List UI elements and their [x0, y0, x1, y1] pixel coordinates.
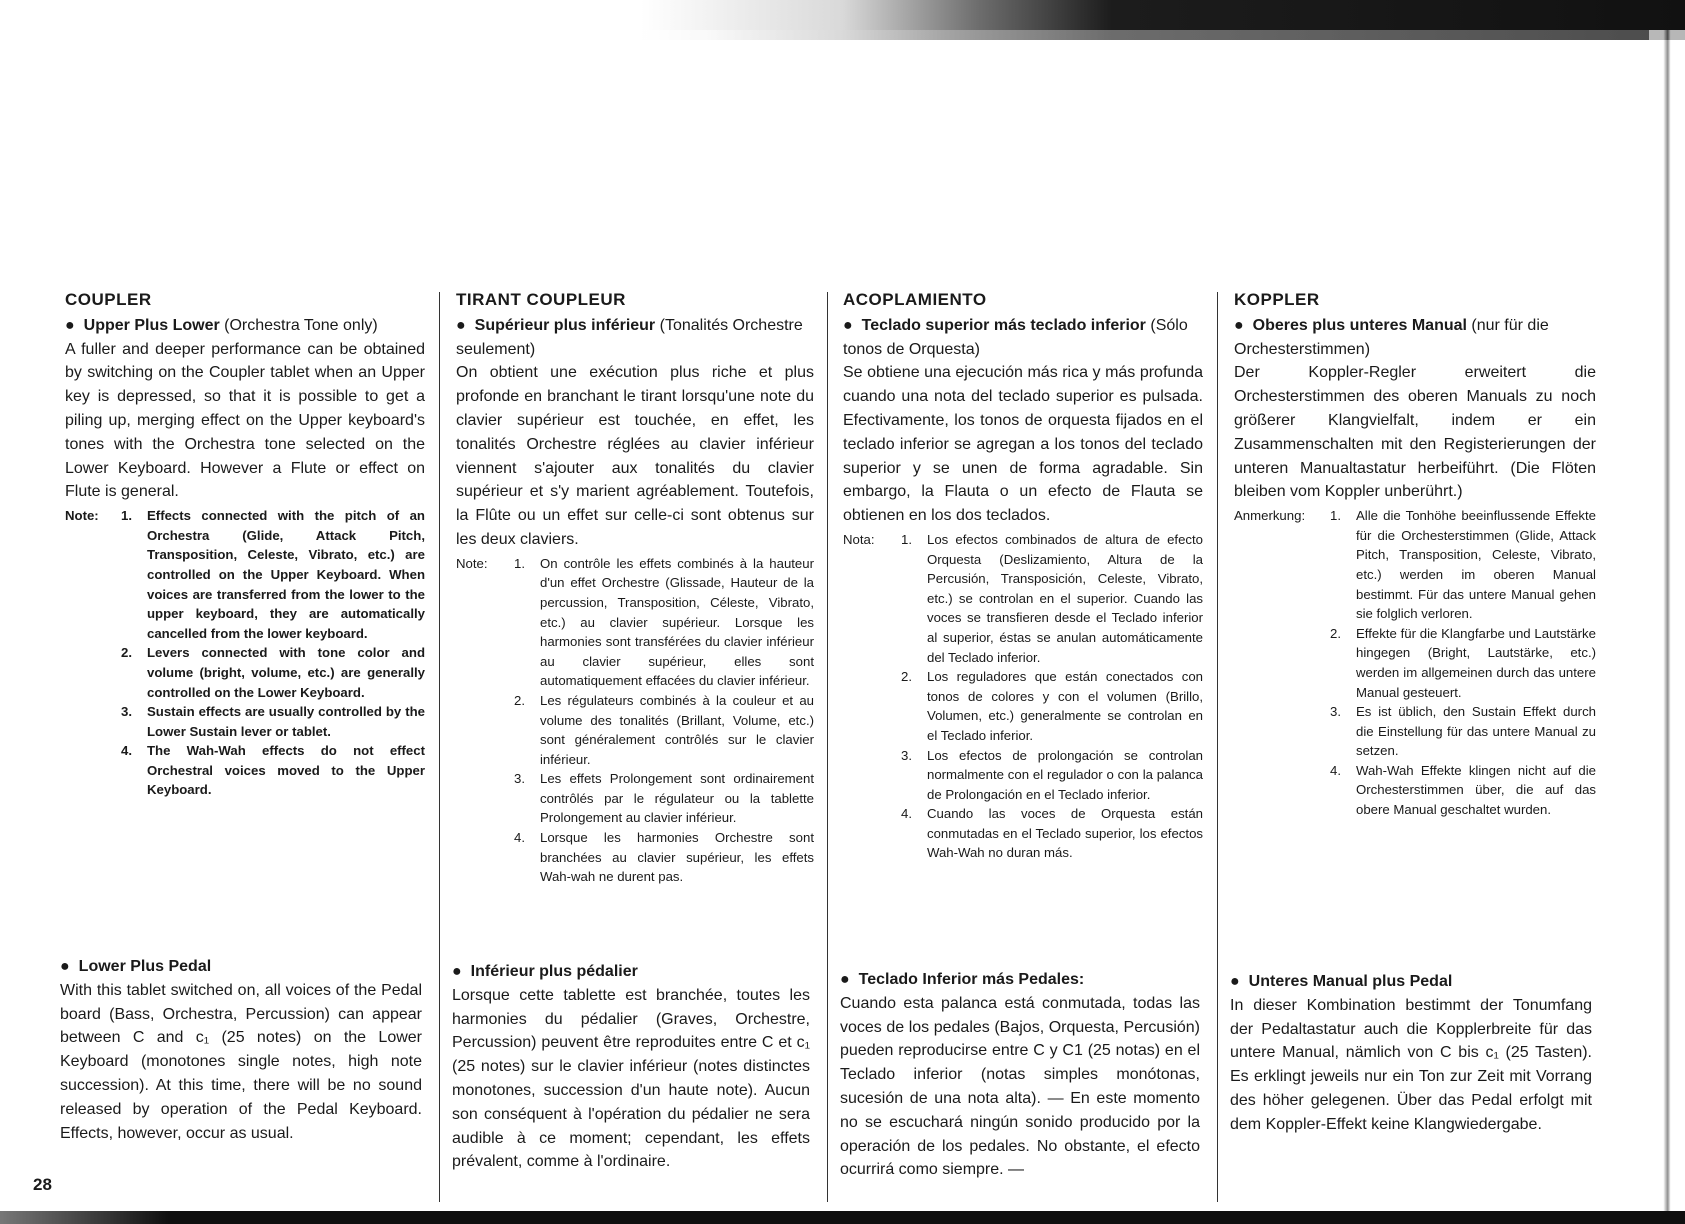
body-paragraph: Cuando esta palanca está conmutada, todas las voces de los pedales (Bajos, Orquesta, Percusión) pueden reproducirse entre C y C1 (25 notas) en el Teclado inferior (notas simples monótonas, sucesión de una nota alta). — En este momento no se escuchará ningún sonido producido por la operación de los pedales. No obstante, el efecto ocurrirá como siempre. —	[840, 994, 1200, 1179]
bullet-dot: ●	[1230, 973, 1240, 990]
note-item	[65, 506, 425, 643]
note-number: 4.	[901, 806, 912, 822]
section-heading: COUPLER	[65, 290, 152, 309]
bullet-dot: ●	[456, 316, 466, 334]
body-paragraph: With this tablet switched on, all voices of the Pedal board (Bass, Orchestra, Percussion) can appear between C and c₁ (25 notes) on the Lower Keyboard (monotones single notes, high note succession). At this time, there will be no sound released by operation of the Pedal Keyboard. Effects, however, occur as usual.	[60, 981, 422, 1142]
note-number: 3.	[514, 771, 525, 787]
note-label: Nota:	[843, 531, 875, 547]
note-number: 2.	[121, 645, 132, 661]
bullet-subtitle: (Orchestra Tone only)	[224, 316, 378, 334]
notes-list	[65, 506, 425, 800]
notes-list	[843, 530, 1203, 863]
note-text: Los efectos combinados de altura de efecto Orquesta (Deslizamiento, Altura de la Percusión, Transposición, Celeste, Vibrato, etc.) se controlan en el superior. Cuando las voces se transfieren desde el Teclado inferior al superior, éstas se anulan automáticamente del Teclado inferior.	[927, 531, 1203, 665]
note-item	[1234, 624, 1596, 702]
bullet-title: Teclado Inferior más Pedales:	[858, 971, 1085, 988]
note-text: Wah-Wah Effekte klingen nicht auf die Orchesterstimmen über, die auf das obere Manual geschaltet wurden.	[1356, 762, 1596, 818]
bullet-title: Supérieur plus inférieur	[474, 316, 656, 334]
bullet-dot: ●	[452, 963, 462, 980]
note-item	[65, 741, 425, 800]
page-number: 28	[33, 1175, 52, 1194]
bullet-title: Oberes plus unteres Manual	[1252, 316, 1467, 334]
note-number: 1.	[1330, 508, 1341, 524]
note-item	[456, 691, 814, 769]
note-number: 3.	[121, 704, 132, 720]
column-spanish-lower	[840, 968, 1200, 1182]
note-text: Alle die Tonhöhe beeinflussende Effekte für die Orchesterstimmen (Glide, Attack Pitch, Transposition, Celeste, Vibrato, etc.) werden im oberen Manual bestimmt. Für das untere Manual gehen sie folglich verloren.	[1356, 508, 1596, 622]
column-french	[456, 288, 814, 887]
note-number: 3.	[1330, 704, 1341, 720]
note-text: Es ist üblich, den Sustain Effekt durch die Einstellung für das untere Manual zu setzen.	[1356, 704, 1596, 759]
note-text: Levers connected with tone color and volume (bright, volume, etc.) are generally controlled on the Lower Keyboard.	[147, 645, 425, 700]
column-german	[1234, 288, 1596, 820]
note-item	[843, 530, 1203, 667]
note-text: The Wah-Wah effects do not effect Orchestral voices moved to the Upper Keyboard.	[147, 743, 425, 798]
note-number: 4.	[121, 743, 132, 759]
bullet-item	[60, 955, 422, 979]
body-paragraph: On obtient une exécution plus riche et plus profonde en branchant le tirant lorsqu'une note du clavier supérieur est touchée, en effet, les tonalités Orchestre réglées au clavier inférieur viennent s'ajouter aux tonalités du clavier supérieur et s'y marient agréablement. Toutefois, la Flûte ou un effet sur celle-ci sont obtenus sur les deux claviers.	[456, 364, 814, 548]
bullet-title: Unteres Manual plus Pedal	[1248, 973, 1453, 990]
bullet-subtitle: (Tonalités Orchestre seulement)	[456, 316, 803, 358]
body-paragraph: Se obtiene una ejecución más rica y más profunda cuando una nota del teclado superior es pulsada. Efectivamente, los tonos de orquesta fijados en el teclado inferior se agregan a los tonos del teclado superior y se unen de forma agradable. Sin embargo, la Flauta o un efecto de Flauta se obtienen en los dos teclados.	[843, 364, 1203, 525]
note-text: Effekte für die Klangfarbe und Lautstärke hingegen (Bright, Lautstärke, etc.) werden im allgemeinen durch das untere Manual gesteuert.	[1356, 625, 1596, 700]
note-number: 1.	[514, 555, 525, 571]
bullet-subtitle: (nur für die Orchesterstimmen)	[1234, 316, 1549, 358]
note-text: On contrôle les effets combinés à la hauteur d'un effet Orchestre (Glissade, Hauteur de la percussion, Transposition, Céleste, Vibrato, etc.) au clavier supérieur. Lorsque les harmonies sont transférées du clavier inférieur au clavier supérieur, elles sont automatiquement effacées du clavier inférieur.	[540, 555, 814, 689]
note-text: Effects connected with the pitch of an Orchestra (Glide, Attack Pitch, Transposition, Celeste, Vibrato, etc.) are controlled on the Upper Keyboard. When voices are transferred from the lower to the upper keyboard, they are automatically cancelled from the lower keyboard.	[147, 508, 425, 641]
bullet-item	[456, 314, 814, 362]
note-item	[1234, 506, 1596, 624]
body-paragraph: Lorsque cette tablette est branchée, toutes les harmonies du pédalier (Graves, Orchestre, Percussion) peuvent être reproduites entre C et c₁ (25 notes) sur le clavier inférieur (notes distinctes monotones, succession d'un haute note). Aucun son conséquent à l'opération du pédalier ne sera audible à ce moment; cependant, les effets prévalent, comme à l'ordinaire.	[452, 986, 810, 1171]
bullet-subtitle: (Sólo tonos de Orquesta)	[843, 316, 1188, 358]
note-item	[843, 804, 1203, 863]
note-number: 4.	[514, 830, 525, 846]
bullet-item	[1230, 970, 1592, 994]
note-label: Note:	[65, 508, 99, 524]
note-number: 2.	[1330, 625, 1341, 641]
column-spanish	[843, 288, 1203, 863]
note-number: 2.	[901, 669, 912, 685]
note-item	[843, 746, 1203, 805]
notes-list	[456, 554, 814, 887]
bullet-dot: ●	[60, 958, 70, 975]
note-item	[456, 554, 814, 691]
bullet-title: Inférieur plus pédalier	[470, 963, 638, 980]
column-french-lower	[452, 960, 810, 1174]
bullet-item	[65, 314, 425, 338]
bullet-title: Upper Plus Lower	[83, 316, 220, 334]
note-item	[1234, 702, 1596, 761]
note-label: Anmerkung:	[1234, 508, 1306, 524]
note-item	[65, 702, 425, 741]
note-item	[65, 643, 425, 702]
column-english-lower	[60, 955, 422, 1145]
scan-edge-bottom	[0, 1211, 1685, 1224]
column-divider	[827, 292, 828, 1202]
scan-edge-right	[1649, 30, 1685, 1224]
bullet-item	[1234, 314, 1596, 362]
bullet-dot: ●	[1234, 316, 1244, 334]
note-number: 2.	[514, 692, 525, 708]
body-paragraph: In dieser Kombination bestimmt der Tonumfang der Pedaltastatur auch die Kopplerbreite für das untere Manual, nämlich von C bis c₁ (25 Tasten). Es erklingt jeweils nur ein Ton zur Zeit mit Vorrang des höher gelegenen. Über das Pedal erfolgt mit dem Koppler-Effekt keine Klangwiedergabe.	[1230, 996, 1592, 1133]
section-heading: TIRANT COUPLEUR	[456, 290, 626, 309]
note-text: Los reguladores que están conectados con tonos de colores y con el volumen (Brillo, Volumen, etc.) generalmente se controlan en el Teclado inferior.	[927, 669, 1203, 743]
note-item	[456, 828, 814, 887]
note-text: Les effets Prolongement sont ordinairement contrôlés par le régulateur ou la tablette Prolongement au clavier inférieur.	[540, 771, 814, 826]
note-text: Cuando las voces de Orquesta están conmutadas en el Teclado superior, los efectos Wah-Wah no duran más.	[927, 806, 1203, 861]
note-text: Les régulateurs combinés à la couleur et au volume des tonalités (Brillant, Volume, etc.) sont généralement contrôlés sur le clavier inférieur.	[540, 692, 814, 767]
bullet-title: Lower Plus Pedal	[78, 958, 212, 975]
note-number: 3.	[901, 747, 912, 763]
column-english	[65, 288, 425, 800]
note-number: 1.	[901, 531, 912, 547]
column-divider	[439, 292, 440, 1202]
bullet-item	[840, 968, 1200, 992]
note-label: Note:	[456, 555, 488, 571]
note-number: 4.	[1330, 762, 1341, 778]
notes-list	[1234, 506, 1596, 820]
bullet-item	[452, 960, 810, 984]
bullet-dot: ●	[843, 316, 853, 334]
note-text: Los efectos de prolongación se controlan normalmente con el regulador o con la palanca de Prolongación en el Teclado inferior.	[927, 747, 1203, 802]
section-heading: KOPPLER	[1234, 290, 1320, 309]
bullet-item	[843, 314, 1203, 362]
bullet-dot: ●	[65, 316, 75, 334]
bullet-title: Teclado superior más teclado inferior	[861, 316, 1146, 334]
note-number: 1.	[121, 508, 132, 524]
note-text: Lorsque les harmonies Orchestre sont branchées au clavier supérieur, les effets Wah-wah ne durent pas.	[540, 830, 814, 885]
bullet-dot: ●	[840, 971, 850, 988]
section-heading: ACOPLAMIENTO	[843, 290, 987, 309]
note-item	[843, 667, 1203, 745]
note-text: Sustain effects are usually controlled by the Lower Sustain lever or tablet.	[147, 704, 425, 739]
note-item	[1234, 761, 1596, 820]
body-paragraph: Der Koppler-Regler erweitert die Orchesterstimmen des oberen Manuals zu noch größerer Klangvielfalt, indem er ein Zusammenschalten mit den Registerierungen der unteren Manualtastatur herbeiführt. (Die Flöten bleiben vom Koppler unberührt.)	[1234, 364, 1596, 501]
note-item	[456, 769, 814, 828]
body-paragraph: A fuller and deeper performance can be obtained by switching on the Coupler tablet when an Upper key is depressed, so that it is possible to get a piling up, merging effect on the Upper keyboard's tones with the Orchestra tone selected on the Lower Keyboard. However a Flute or effect on Flute is general.	[65, 340, 425, 501]
column-divider	[1217, 292, 1218, 1202]
scan-edge-top	[0, 0, 1685, 40]
column-german-lower	[1230, 970, 1592, 1137]
